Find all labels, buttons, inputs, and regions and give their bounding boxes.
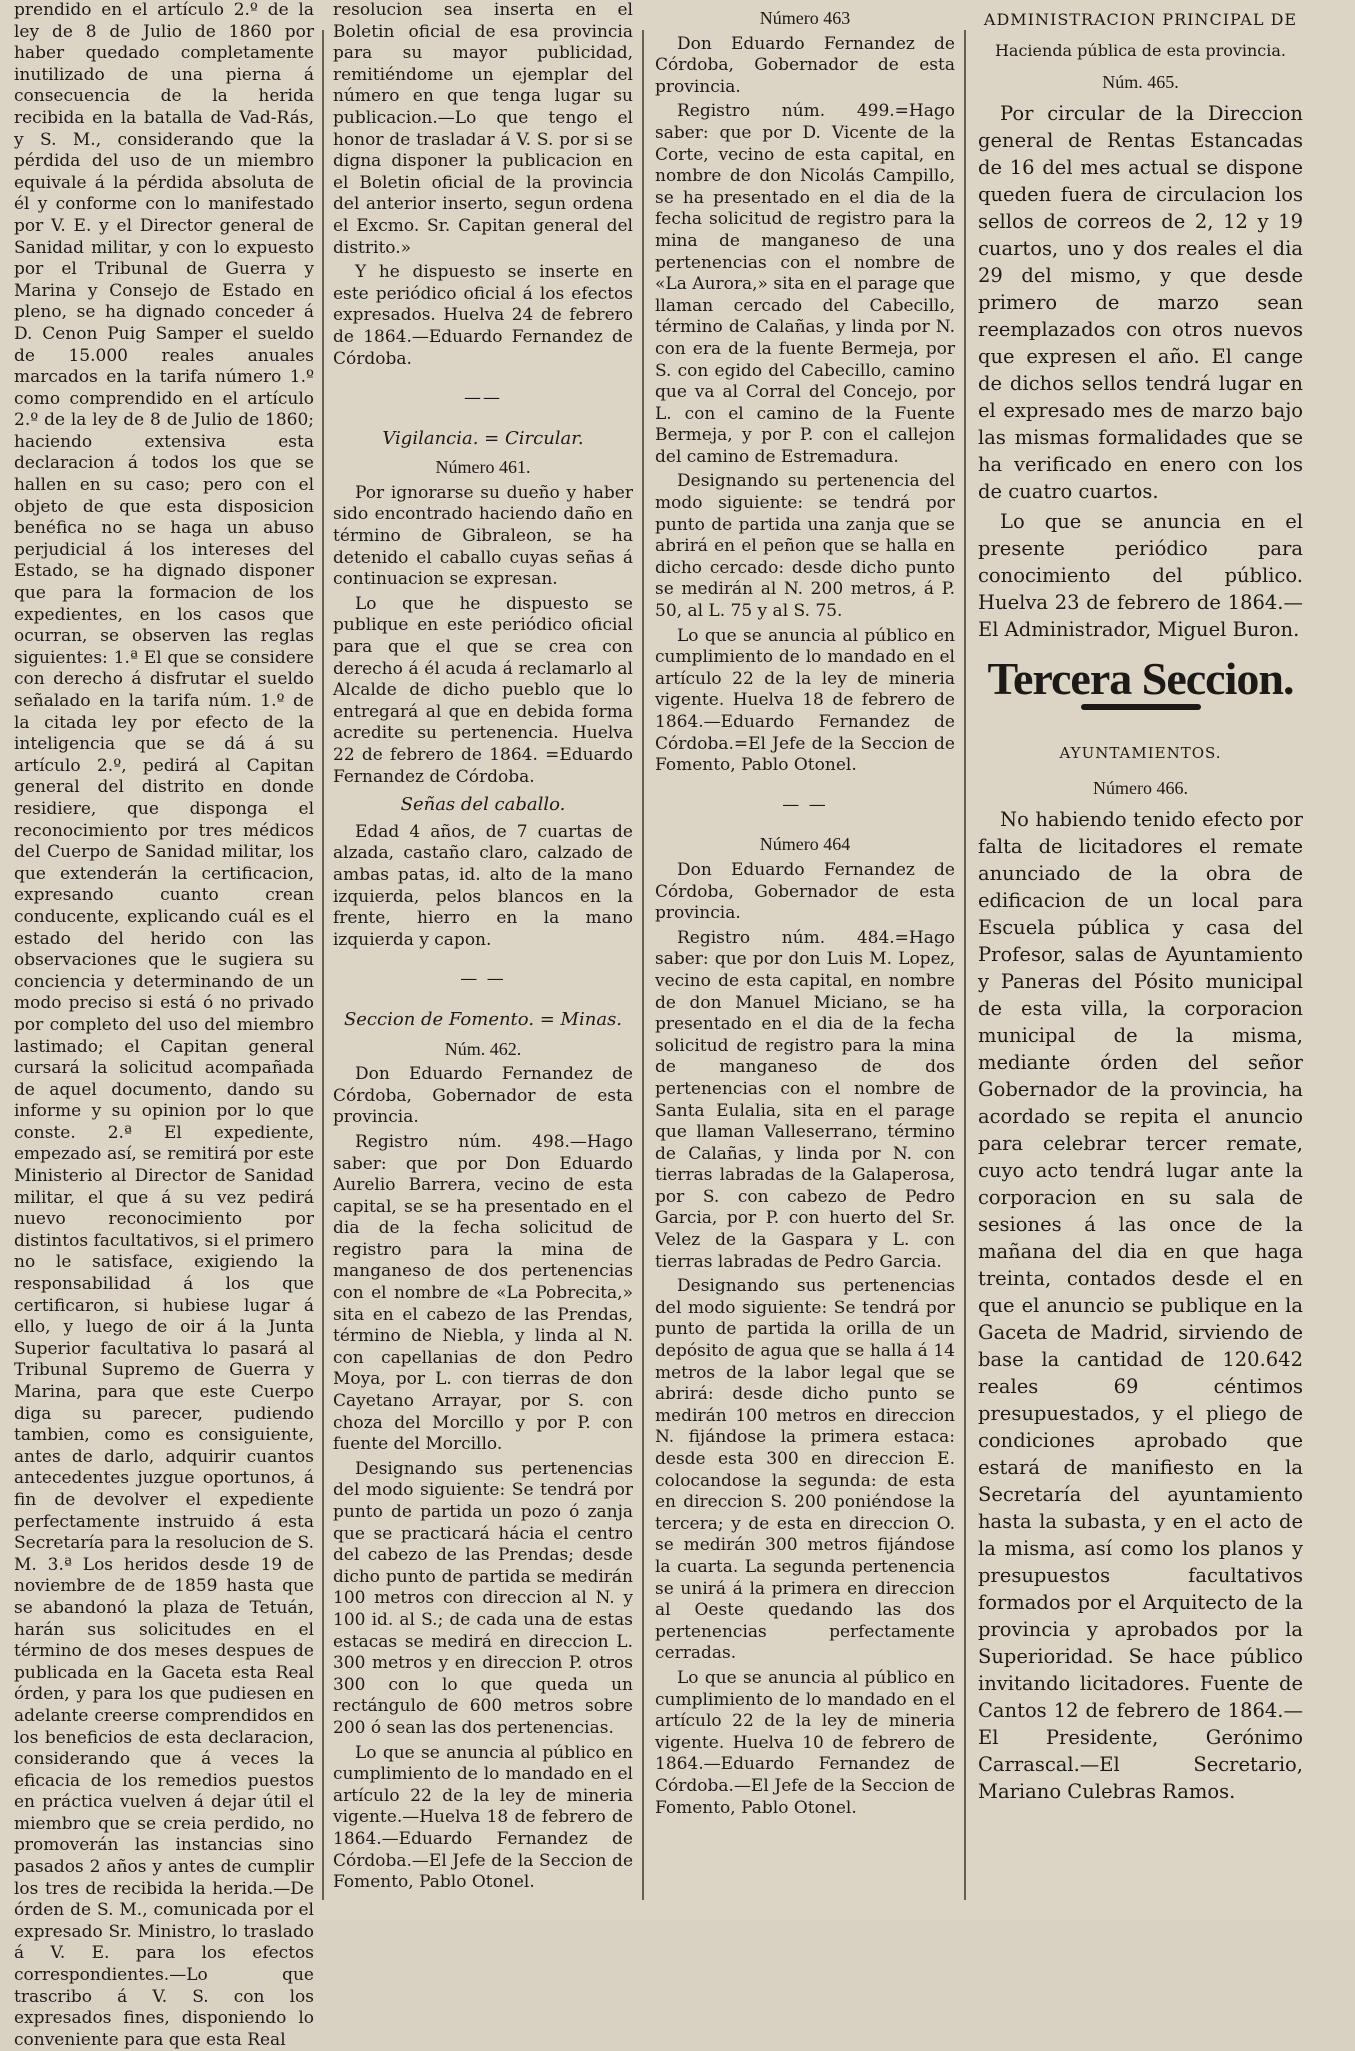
mine-boundaries-499: Designando su pertenencia del modo siguiente: se tendrá por punto de partida una zanja que se abrirá en el peñon que se halla en dicho cercado: desde dicho punto se medirán al N. 200 metros, á P. 50, al L. 75 y al S. 75. [655,471,955,622]
auction-notice-text: No habiendo tenido efecto por falta de licitadores el remate anunciado de la obra de edificacion de un local para Escuela pública y casa del Profesor, salas de Ayuntamiento y Paneras del Pósito municipal de esta villa, la corporacion municipal de la misma, mediante órden del señor Gobernador de la provincia, ha acordado se repita el anuncio para celebrar tercer remate, cuyo acto tendrá lugar ante la corporacion en su sala de sesiones á las once de la mañana del dia en que haga treinta, contados desde el en que el anuncio se publique en la Gaceta de Madrid, sirviendo de base la cantidad de 120.642 reales 69 céntimos presupuestados, y el pliego de condiciones aprobado que estará de manifiesto en la Secretaría del ayuntamiento hasta la subasta, y en el acto de la misma, así como los planos y presupuestos facultativos formados por el Arquitecto de la provincia y aprobados por la Superioridad. Se hace público invitando licitadores. Fuente de Cantos 12 de febrero de 1864.—El Presidente, Gerónimo Carrascal.—El Secretario, Mariano Culebras Ramos. [978,808,1303,1803]
notice-number-461: Número 461. [435,457,531,478]
mine-boundaries-498: Designando sus pertenencias del modo siguiente: Se tendrá por punto de partida un pozo ó zanja que se practicará hácia el centro del cabezo de las Prendas; desde dicho punto de partida se medirán 100 metros con direccion al N. y 100 id. al S.; de cada una de estas estacas se medirá en direccion L. 300 metros y en direccion P. otros 300 con lo que queda un rectángulo de 600 metros sobre 200 ó sean las dos pertenencias. [333,1458,633,1738]
mine-notice-signature-499: Lo que se anuncia al público en cumplimiento de lo mandado en el artículo 22 de la ley de mineria vigente. Huelva 18 de febrero de 1864.—Eduardo Fernandez de Córdoba.=El Jefe de la Seccion de Fomento, Pablo Otonel. [655,625,955,776]
column-3 [655,0,955,1920]
vigilancia-heading: Vigilancia. = Circular. [382,427,584,449]
insertion-notice: Y he dispuesto se inserte en este periódico oficial á los efectos expresados. Huelva 24 de febrero de 1864.—Eduardo Fernandez de Córdoba. [333,262,633,369]
section-title: Tercera Seccion. [987,653,1294,704]
administration-heading: ADMINISTRACION PRINCIPAL DE [983,10,1298,29]
separator: — — [782,794,828,815]
mine-registry-484: Registro núm. 484.=Hago saber: que por don Luis M. Lopez, vecino de esta capital, en nombre de don Manuel Miciano, se ha presentado en el dia de la fecha solicitud de registro para la mina de manganeso de dos pertenencias con el nombre de Santa Eulalia, sita en el parage que llaman Valleserrano, término de Calañas, y linda por N. con tierras labradas de la Galaperosa, por S. con cabezo de Pedro Garcia, por P. con huerto del Sr. Velez de la Gaspara y L. con tierras labradas de Pedro Garcia. [655,927,955,1272]
ayuntamientos-heading: AYUNTAMIENTOS. [1059,744,1222,762]
column-divider [642,30,644,1900]
governor-line: Don Eduardo Fernandez de Córdoba, Gobernador de esta provincia. [655,859,955,924]
separator: —— [464,388,502,409]
stamps-circular-signature: Lo que se anuncia en el presente periódico para conocimiento del público. Huelva 23 de febrero de 1864.—El Administrador, Miguel Buron. [978,510,1303,641]
royal-order-continuation: resolucion sea inserta en el Boletin oficial de esa provincia para su mayor publicidad, remitiéndome un ejemplar del número en que tenga lugar su publicacion.—Lo que tengo el honor de trasladar á V. S. por si se digna disponer la publicacion en el Boletin oficial de la provincia del anterior inserto, segun ordena el Excmo. Sr. Capitan general del distrito.» [333,0,633,258]
notice-number-464: Número 464 [759,834,851,855]
notice-number-465: Núm. 465. [1102,72,1179,92]
governor-line: Don Eduardo Fernandez de Córdoba, Gobernador de esta provincia. [333,1064,633,1128]
fomento-heading: Seccion de Fomento. = Minas. [343,1008,623,1030]
administration-subheading: Hacienda pública de esta provincia. [994,41,1287,60]
mine-notice-signature-498: Lo que se anuncia al público en cumplimiento de lo mandado en el artículo 22 de la ley de mineria vigente.—Huelva 18 de febrero de 1864.—Eduardo Fernandez de Córdoba.—El Jefe de la Seccion de Fomento, Pablo Otonel. [333,1742,633,1893]
ornament-divider [1081,704,1201,710]
column-4 [978,0,1303,1920]
column-2 [333,0,633,1920]
notice-number-466: Número 466. [1093,778,1188,798]
notice-number-462: Núm. 462. [444,1038,522,1059]
mine-notice-signature-484: Lo que se anuncia al público en cumplimiento de lo mandado en el artículo 22 de la ley de mineria vigente. Huelva 10 de febrero de 1864.—Eduardo Fernandez de Córdoba.—El Jefe de la Seccion de Fomento, Pablo Otonel. [655,1667,955,1818]
column-divider [322,30,324,1900]
notice-number-463: Número 463 [759,8,851,28]
mine-registry-499: Registro núm. 499.=Hago saber: que por D. Vicente de la Corte, vecino de esta capital, en nombre de don Nicolás Campillo, se ha presentado en el dia de la fecha solicitud de registro para la mina de manganeso de una pertenencias con el nombre de «La Aurora,» sita en el parage que llaman cercado del Cabecillo, término de Calañas, y linda por N. con era de la fuente Bermeja, por S. con egido del Cabecillo, camino que va al Corral del Concejo, por L. con el camino de la Fuente Bermeja, y por P. con el callejon del camino de Estremadura. [655,101,955,467]
horse-description-heading: Señas del caballo. [400,794,566,816]
royal-order-text: prendido en el artículo 2.º de la ley de 8 de Julio de 1860 por haber quedado completamente inutilizado de una pierna á consecuencia de la herida recibida en la batalla de Vad-Rás, y S. M., considerando que la pérdida del uso de un miembro equivale á la pérdida absoluta de él y conforme con lo manifestado por V. E. y el Director general de Sanidad militar, y con lo expuesto por el Tribunal de Guerra y Marina y Consejo de Estado en pleno, se ha dignado conceder á D. Cenon Puig Samper el sueldo de 15.000 reales anuales marcados en la tarifa número 1.º como comprendido en el artículo 2.º de la ley de 8 de Julio de 1860; haciendo extensiva esta declaracion á todos los que se hallen en su caso; pero con el objeto de que esta disposicion benéfica no se haga un abuso perjudicial á los intereses del Estado, se ha dignado disponer que para la formacion de los expedientes, en los casos que ocurran, se observen las reglas siguientes: 1.ª El que se considere con derecho á disfrutar el sueldo señalado en la tarifa núm. 1.º de la citada ley por efecto de la inteligencia que se dá á su artículo 2.º, pedirá al Capitan general del distrito en donde residiere, que disponga el reconocimiento por tres médicos del Cuerpo de Sanidad militar, los que extenderán la certificacion, expresando cuanto crean conducente, explicando cuál es el estado del herido con las observaciones que le sugiera su conciencia y determinando de un modo preciso si está ó no privado por completo del uso del miembro lastimado; el Capitan general cursará la solicitud acompañada de aquel documento, dando su informe y su opinion por lo que conste. 2.ª El expediente, empezado así, se remitirá por este Ministerio al Director de Sanidad militar, el que á su vez pedirá nuevo reconocimiento por distintos facultativos, si el primero no le satisface, exigiendo la responsabilidad á los que certificaron, si hubiese lugar á ello, y luego de oir á la Junta Superior facultativa lo pasará al Tribunal Supremo de Guerra y Marina, para que este Cuerpo diga su parecer, pudiendo tambien, como es consiguiente, antes de darlo, adquirir cuantos antecedentes juzgue oportunos, á fin de devolver el expediente perfectamente instruido á esta Secretaría para la resolucion de S. M. 3.ª Los heridos desde 19 de noviembre de de 1859 hasta que se abandonó la plaza de Tetuán, harán sus solicitudes en el término de dos meses despues de publicada en la Gaceta esta Real órden, y para los que pudiesen en adelante creerse comprendidos en los beneficios de esta declaracion, considerando que á veces la eficacia de los remedios puestos en práctica vuelven á dejar útil el miembro que se creia perdido, no promoverán las instancias sino pasados 2 años y antes de cumplir los tres de recibida la herida.—De órden de S. M., comunicada por el expresado Sr. Ministro, lo traslado á V. E. para los efectos correspondientes.—Lo que trascribo á V. S. con los expresados fines, disponiendo lo conveniente para que esta Real [14,0,314,2050]
horse-found-text: Por ignorarse su dueño y haber sido encontrado haciendo daño en término de Gibraleon, se ha detenido el caballo cuyas señas á continuacion se expresan. [333,482,633,590]
stamps-circular-text: Por circular de la Direccion general de Rentas Estancadas de 16 del mes actual se dispone queden fuera de circulacion los sellos de correos de 2, 12 y 19 cuartos, uno y dos reales el dia 29 del mismo, y que desde primero de marzo sean reemplazados con otros nuevos que expresen el año. El cange de dichos sellos tendrá lugar en el expresado mes de marzo bajo las mismas formalidades que se ha verificado en enero con los de cuatro cuartos. [978,102,1303,503]
column-divider [964,30,966,1900]
separator: — — [460,969,506,990]
mine-boundaries-484: Designando sus pertenencias del modo siguiente: Se tendrá por punto de partida la orilla de un depósito de agua que se halla á 14 metros de la labor legal que se abrirá: desde dicho punto se medirán 100 metros en direccion N. fijándose la primera estaca: desde esta 300 en direccion E. colocandose la segunda: de esta en direccion S. 200 poniéndose la tercera; y de esta en direccion O. se medirán 300 metros fijándose la cuarta. La segunda pertenencia se unirá á la primera en direccion al Oeste quedando las dos pertenencias perfectamente cerradas. [655,1276,955,1664]
column-1 [14,0,314,2050]
mine-registry-498: Registro núm. 498.—Hago saber: que por Don Eduardo Aurelio Barrera, vecino de esta capital, se se ha presentado en el dia de la fecha solicitud de registro para la mina de manganeso de dos pertenencias con el nombre de «La Pobrecita,» sita en el cabezo de las Prendas, término de Niebla, y linda al N. con capellanias de don Pedro Moya, por L. con tierras de don Cayetano Arrayar, por S. con choza del Morcillo y por P. con fuente del Morcillo. [333,1131,633,1455]
governor-line: Don Eduardo Fernandez de Córdoba, Gobernador de esta provincia. [655,33,955,97]
horse-claim-text: Lo que he dispuesto se publique en este periódico oficial para que el que se crea con derecho á él acuda á reclamarlo al Alcalde de dicho pueblo que lo entregará al que en debida forma acredite su pertenencia. Huelva 22 de febrero de 1864. =Eduardo Fernandez de Córdoba. [333,593,633,787]
horse-description-text: Edad 4 años, de 7 cuartas de alzada, castaño claro, calzado de ambas patas, id. alto de la mano izquierda, pelos blancos en la frente, hierro en la mano izquierda y capon. [333,821,633,950]
